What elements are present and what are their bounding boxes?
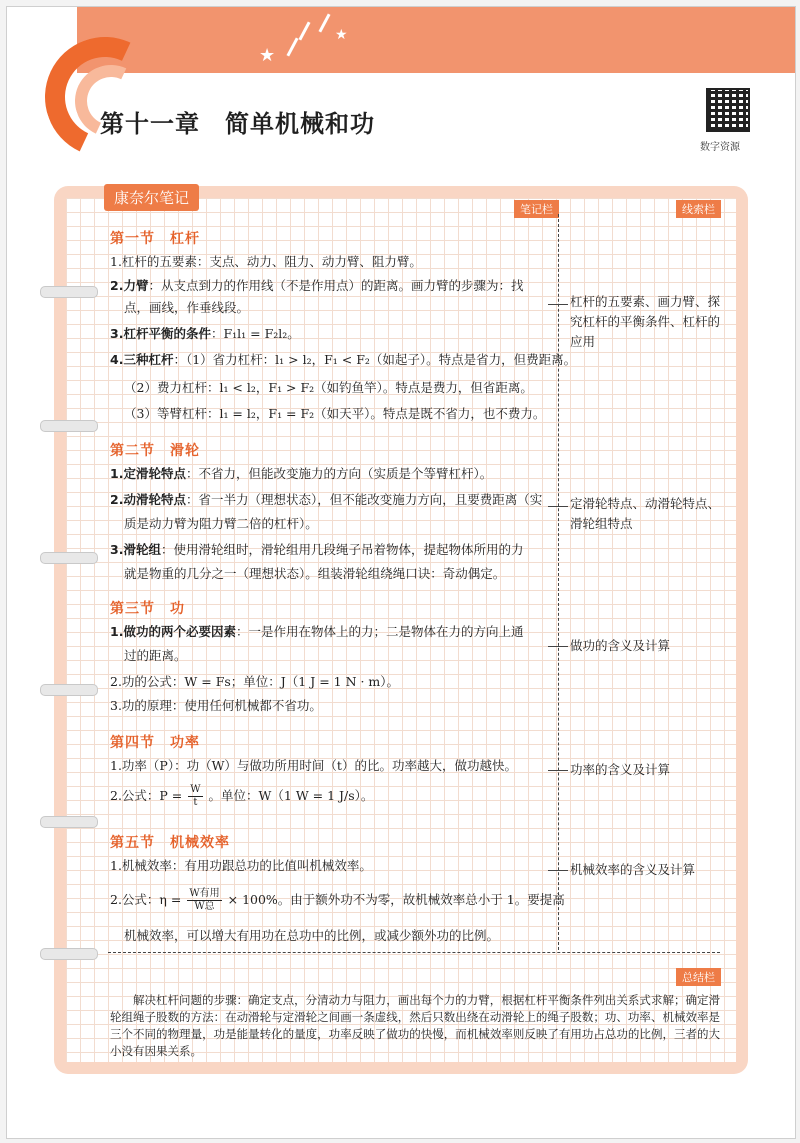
keyword: 4.三种杠杆 xyxy=(110,352,174,367)
note-text: ：省一半力（理想状态），但不能改变施力方向，且要费距离（实 xyxy=(185,492,543,507)
section-title-efficiency: 第五节 机械效率 xyxy=(110,835,230,851)
note-text: ：使用滑轮组时，滑轮组用几段绳子吊着物体，提起物体所用的力 xyxy=(160,542,524,557)
note-line: 点，画线，作垂线段。 xyxy=(124,300,250,315)
qr-code-icon[interactable] xyxy=(706,88,750,132)
cue-text: 做功的含义及计算 xyxy=(570,638,671,653)
note-line xyxy=(110,278,523,294)
notes-column-tag: 笔记栏 xyxy=(514,200,559,218)
keyword: 2.力臂 xyxy=(110,278,149,293)
note-line xyxy=(110,888,565,913)
note-line xyxy=(110,624,523,640)
note-line: 3.功的原理：使用任何机械都不省功。 xyxy=(110,698,322,713)
summary-column-tag: 总结栏 xyxy=(676,968,721,986)
note-line: （3）等臂杠杆：l₁ = l₂，F₁ = F₂（如天平）。特点是既不省力，也不费力。 xyxy=(124,406,546,421)
keyword: 1.定滑轮特点 xyxy=(110,466,186,481)
cue-text: 功率的含义及计算 xyxy=(570,762,671,777)
note-line: 质是动力臂为阻力臂二倍的杠杆）。 xyxy=(124,516,318,531)
note-line: 1.功率（P）：功（W）与做功所用时间（t）的比。功率越大，做功越快。 xyxy=(110,758,517,773)
header-band xyxy=(77,7,795,73)
cue-connector xyxy=(548,304,568,305)
section-title-power: 第四节 功率 xyxy=(110,735,200,751)
note-line: 1.杠杆的五要素：支点、动力、阻力、动力臂、阻力臂。 xyxy=(110,254,422,269)
cue-text: 机械效率的含义及计算 xyxy=(570,862,696,877)
binder-ring xyxy=(40,948,98,960)
section-title-lever: 第一节 杠杆 xyxy=(110,231,200,247)
keyword: 3.滑轮组 xyxy=(110,542,161,557)
note-text: ：一是作用在物体上的力；二是物体在力的方向上通 xyxy=(235,624,524,639)
note-text: × 100%。由于额外功不为零，故机械效率总小于 1。要提高 xyxy=(227,892,565,907)
keyword: 2.动滑轮特点 xyxy=(110,492,186,507)
note-text: ：（1）省力杠杆：l₁ > l₂，F₁ < F₂（如起子）。特点是省力，但费距离。 xyxy=(173,352,577,367)
note-line xyxy=(110,466,492,482)
qr-label: 数字资源 xyxy=(700,142,740,153)
section-title-work: 第三节 功 xyxy=(110,601,185,617)
note-text: 2.公式：η = xyxy=(110,892,182,907)
note-line: 就是物重的几分之一（理想状态）。组装滑轮组绕绳口诀：奇动偶定。 xyxy=(124,566,506,581)
fraction-denominator: t xyxy=(193,797,198,808)
fraction-numerator: W有用 xyxy=(189,888,220,899)
note-line: 机械效率，可以增大有用功在总功中的比例，或减少额外功的比例。 xyxy=(124,928,500,943)
cue-connector xyxy=(548,506,568,507)
binder-ring xyxy=(40,816,98,828)
binder-ring xyxy=(40,420,98,432)
chapter-title: 第十一章 简单机械和功 xyxy=(100,110,375,138)
note-line: 过的距离。 xyxy=(124,648,187,663)
cue-text: 杠杆的五要素、画力臂、探究杠杆的平衡条件、杠杆的应用 xyxy=(570,294,721,349)
note-line: 1.机械效率：有用功跟总功的比值叫机械效率。 xyxy=(110,858,372,873)
note-text: 。单位：W（1 W = 1 J/s）。 xyxy=(208,788,374,803)
star-icon: ★ xyxy=(259,45,276,66)
summary-divider xyxy=(108,952,720,953)
section-title-pulley: 第二节 滑轮 xyxy=(110,443,200,459)
keyword: 1.做功的两个必要因素 xyxy=(110,624,236,639)
note-line xyxy=(110,352,576,368)
cue-connector xyxy=(548,870,568,871)
note-line xyxy=(110,326,300,342)
note-line xyxy=(110,542,523,558)
note-text: ：不省力，但能改变施力的方向（实质是个等臂杠杆）。 xyxy=(185,466,493,481)
note-line xyxy=(110,784,373,809)
note-text: ：F₁l₁ = F₂l₂。 xyxy=(210,326,300,341)
star-icon: ★ xyxy=(335,27,348,43)
cues-column-tag: 线索栏 xyxy=(676,200,721,218)
cue-connector xyxy=(548,646,568,647)
note-line: 2.功的公式：W = Fs；单位：J（1 J = 1 N · m）。 xyxy=(110,674,400,689)
binder-ring xyxy=(40,684,98,696)
keyword: 3.杠杆平衡的条件 xyxy=(110,326,211,341)
cue-text: 定滑轮特点、动滑轮特点、滑轮组特点 xyxy=(570,496,721,531)
note-line: （2）费力杠杆：l₁ < l₂，F₁ > F₂（如钓鱼竿）。特点是费力，但省距离。 xyxy=(124,380,533,395)
fraction xyxy=(188,784,202,809)
fraction-denominator: W总 xyxy=(194,901,215,912)
cue-connector xyxy=(548,770,568,771)
note-text: 2.公式：P = xyxy=(110,788,183,803)
binder-ring xyxy=(40,286,98,298)
note-line xyxy=(110,492,542,508)
binder-ring xyxy=(40,552,98,564)
fraction-numerator: W xyxy=(190,784,201,795)
note-text: ：从支点到力的作用线（不是作用点）的距离。画力臂的步骤为：找 xyxy=(148,278,524,293)
fraction xyxy=(187,888,221,913)
column-divider xyxy=(558,214,559,950)
summary-text: 解决杠杆问题的步骤：确定支点，分清动力与阻力，画出每个力的力臂，根据杠杆平衡条件列出关系式求解；确定滑轮组绳子股数的方法：在动滑轮与定滑轮之间画一条虚线，然后只数出绕在动滑轮上的绳子股数；功、功率、机械效率是三个不同的物理量，功是能量转化的量度，功率反映了做功的快慢，而机械效率则反映了有用功占总功的比例，三者的大小没有因果关系。 xyxy=(110,993,720,1058)
cornell-notes-tag: 康奈尔笔记 xyxy=(104,184,199,211)
